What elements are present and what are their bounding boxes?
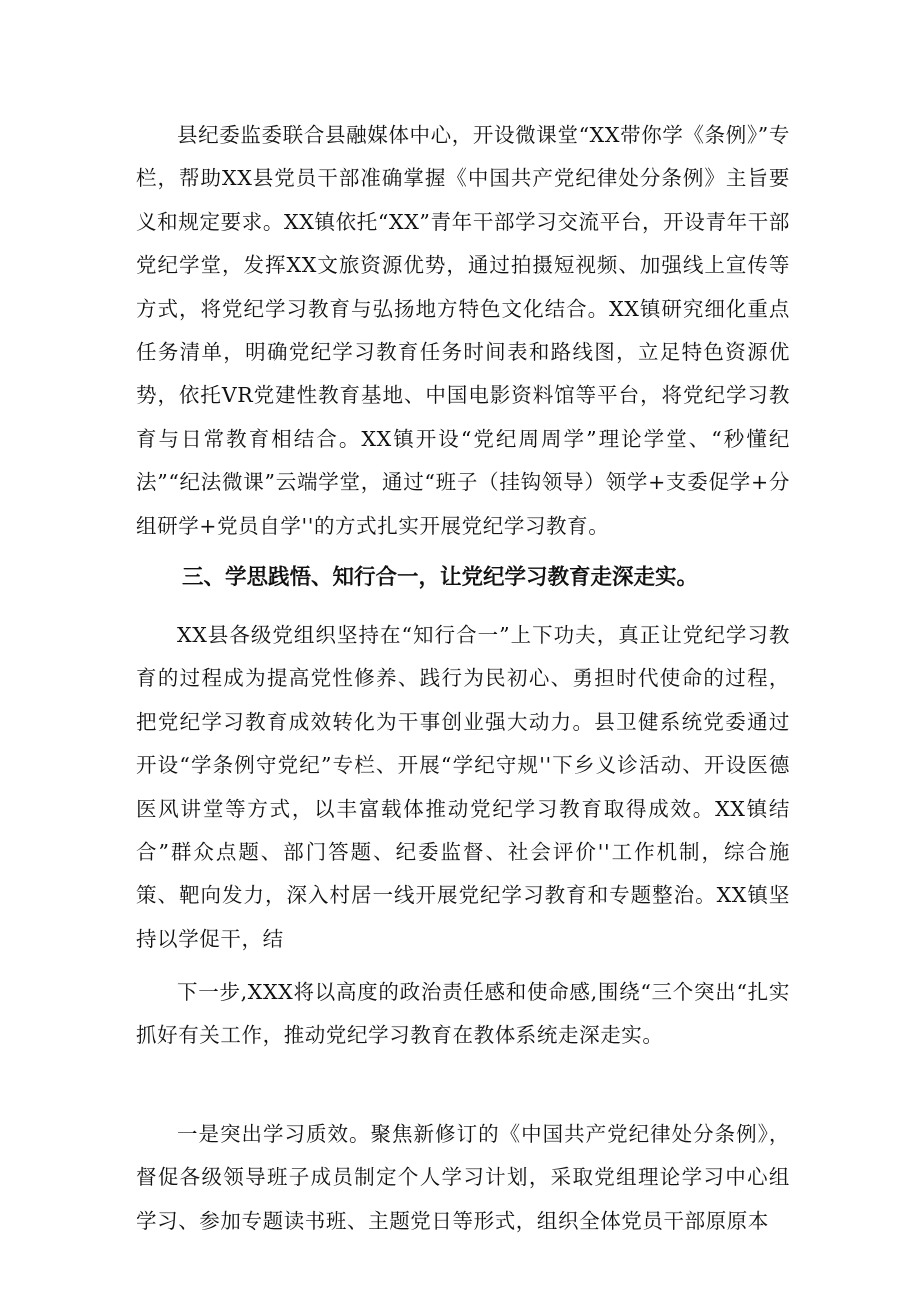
paragraph-next-step: 下一步,XXX将以高度的政治责任感和使命感,围绕“三个突出“扎实抓好有关工作，推动党纪学习教育在教体系统走深走实。 <box>136 980 790 1048</box>
section-heading: 三、学思践悟、知行合一，让党纪学习教育走深走实。 <box>182 565 699 590</box>
paragraph-micro-class: 县纪委监委联合县融媒体中心，开设微课堂“XX带你学《条例》”专栏，帮助XX县党员干部准确掌握《中国共产党纪律处分条例》主旨要义和规定要求。XX镇依托“XX”青年干部学习交流平台，开设青年干部党纪学堂，发挥XX文旅资源优势，通过拍摄短视频、加强线上宣传等方式，将党纪学习教育与弘扬地方特色文化结合。XX镇研究细化重点任务清单，明确党纪学习教育任务时间表和路线图，立足特色资源优势，依托VR党建性教育基地、中国电影资料馆等平台，将党纪学习教育与日常教育相结合。XX镇开设“党纪周周学”理论学堂、“秒懂纪法”“纪法微课”云端学堂，通过“班子（挂钩领导）领学+支委促学+分组研学+党员自学''的方式扎实开展党纪学习教育。 <box>136 123 790 538</box>
paragraph-learning-quality: 一是突出学习质效。聚焦新修订的《中国共产党纪律处分条例》，督促各级领导班子成员制定个人学习计划，采取党组理论学习中心组学习、参加专题读书班、主题党日等形式，组织全体党员干部原原本 <box>136 1122 790 1233</box>
paragraph-unity-knowledge-action: XX县各级党组织坚持在“知行合一”上下功夫，真正让党纪学习教育的过程成为提高党性修养、践行为民初心、勇担时代使命的过程，把党纪学习教育成效转化为干事创业强大动力。县卫健系统党委通过开设“学条例守党纪”专栏、开展“学纪守规''下乡义诊活动、开设医德医风讲堂等方式，以丰富载体推动党纪学习教育取得成效。XX镇结合”群众点题、部门答题、纪委监督、社会评价''工作机制，综合施策、靶向发力，深入村居一线开展党纪学习教育和专题整治。XX镇坚持以学促干，结 <box>136 623 790 951</box>
